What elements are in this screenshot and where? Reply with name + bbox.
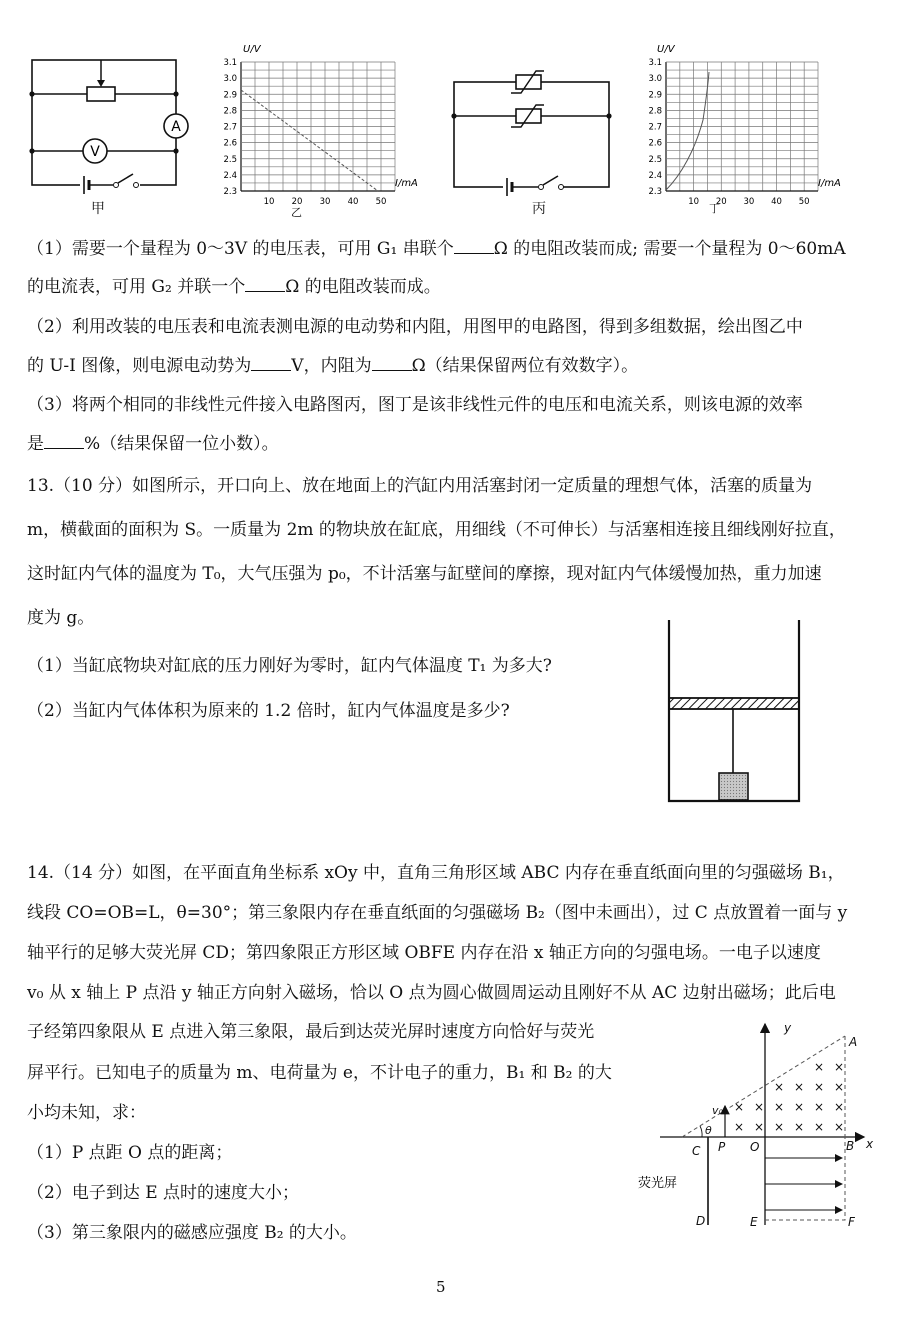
u-tick-label: 3.0 [223, 74, 237, 85]
answer-blank[interactable] [454, 237, 494, 254]
caption-bing: 丙 [532, 201, 546, 217]
page-number: 5 [436, 1278, 446, 1296]
i-tick-label: 20 [715, 197, 727, 207]
circuit-bing [448, 58, 618, 203]
u-tick-label: 2.8 [223, 106, 237, 117]
square-obfe [765, 1137, 845, 1220]
cross-mark: × [734, 1120, 745, 1134]
i-tick-label: 10 [263, 197, 275, 207]
cross-mark: × [774, 1120, 785, 1134]
i-tick-label: 10 [688, 197, 700, 207]
q12-part2-line2: 的 U-I 图像，则电源电动势为 V，内阻为 Ω（结果保留两位有效数字）。 [27, 356, 639, 376]
block [719, 773, 748, 800]
svg-text:B: B [846, 1139, 855, 1153]
q14-line4: v₀ 从 x 轴上 P 点沿 y 轴正方向射入磁场，恰以 O 点为圆心做圆周运动且刚好不从 AC 边射出磁场；此后电 [27, 983, 836, 1003]
svg-text:θ: θ [705, 1124, 712, 1137]
u-tick-label: 2.8 [648, 106, 662, 117]
svg-text:C: C [692, 1144, 701, 1158]
cylinder-figure [660, 618, 810, 810]
q14-line7: 小均未知，求： [27, 1103, 146, 1123]
q12-part3-line1: （3）将两个相同的非线性元件接入电路图丙，图丁是该非线性元件的电压和电流关系，则该电源的效率 [27, 395, 803, 415]
cross-mark: × [794, 1080, 805, 1094]
i-tick-label: 20 [291, 197, 303, 207]
q12-part1-line2: 的电流表，可用 G₂ 并联一个 Ω 的电阻改装而成。 [27, 277, 441, 297]
svg-text:E: E [750, 1215, 758, 1229]
theta-arc [700, 1126, 702, 1137]
answer-blank[interactable] [245, 275, 285, 292]
battery-switch [80, 174, 140, 194]
u-tick-label: 2.3 [648, 187, 662, 197]
q13-line1: 13.（10 分）如图所示，开口向上、放在地面上的汽缸内用活塞封闭一定质量的理想气体，活塞的质量为 [27, 476, 813, 496]
answer-blank[interactable] [44, 432, 84, 449]
q14-line2: 线段 CO=OB=L，θ=30°；第三象限内存在垂直纸面的匀强磁场 B₂（图中未画出），过 C 点放置着一面与 y [27, 903, 848, 923]
field-figure [632, 1020, 877, 1235]
nonlinear-element-1 [511, 71, 544, 93]
q13-line3: 这时缸内气体的温度为 T₀，大气压强为 p₀，不计活塞与缸壁间的摩擦，现对缸内气体缓慢加热，重力加速 [27, 564, 822, 584]
i-tick-label: 40 [347, 197, 359, 207]
i-tick-label: 30 [319, 197, 331, 207]
u-tick-label: 2.7 [648, 122, 662, 133]
u-tick-label: 2.9 [648, 90, 662, 101]
cross-mark: × [814, 1060, 825, 1074]
graph-yi [210, 40, 425, 225]
q13-line2: m，横截面的面积为 S。一质量为 2m 的物块放在缸底，用细线（不可伸长）与活塞相连接且细线刚好拉直， [27, 520, 846, 540]
q12-part1-line1: （1）需要一个量程为 0～3V 的电压表，可用 G₁ 串联个 Ω 的电阻改装而成; 需要一个量程为 0～60mA [27, 239, 846, 259]
cross-mark: × [754, 1120, 765, 1134]
u-tick-label: 2.5 [648, 154, 662, 165]
cross-mark: × [734, 1100, 745, 1114]
q14-sub2: （2）电子到达 E 点时的速度大小； [27, 1183, 300, 1203]
caption-ding: 丁 [709, 202, 720, 215]
i-tick-label: 30 [743, 197, 755, 207]
piston [669, 698, 799, 709]
u-tick-label: 2.4 [648, 170, 662, 181]
cross-mark: × [814, 1080, 825, 1094]
i-tick-label: 50 [798, 197, 810, 207]
graph-ding [633, 40, 848, 225]
q14-sub3: （3）第三象限内的磁感应强度 B₂ 的大小。 [27, 1223, 357, 1243]
svg-text:V: V [90, 144, 100, 160]
q14-line1: 14.（14 分）如图，在平面直角坐标系 xOy 中，直角三角形区域 ABC 内存在垂直纸面向里的匀强磁场 B₁， [27, 863, 845, 883]
cross-mark: × [754, 1100, 765, 1114]
q12-part2-line1: （2）利用改装的电压表和电流表测电源的电动势和内阻，用图甲的电路图，得到多组数据，绘出图乙中 [27, 317, 803, 337]
cross-mark: × [794, 1100, 805, 1114]
i-tick-label: 40 [771, 197, 782, 207]
cross-mark: × [794, 1120, 805, 1134]
q13-sub2: （2）当缸内气体体积为原来的 1.2 倍时，缸内气体温度是多少? [27, 701, 510, 721]
u-tick-label: 2.6 [223, 138, 237, 149]
svg-text:I/mA: I/mA [395, 178, 418, 189]
caption-yi: 乙 [291, 206, 302, 219]
cross-mark: × [834, 1060, 845, 1074]
svg-text:v₀: v₀ [712, 1104, 723, 1117]
nonlinear-element-2 [511, 105, 544, 127]
u-tick-label: 3.0 [648, 74, 662, 85]
q13-sub1: （1）当缸底物块对缸底的压力刚好为零时，缸内气体温度 T₁ 为多大? [27, 656, 552, 676]
magnetic-field-crosses [734, 1060, 844, 1134]
u-tick-label: 3.1 [223, 58, 237, 68]
u-tick-label: 2.5 [223, 154, 237, 165]
q14-sub1: （1）P 点距 O 点的距离； [27, 1143, 233, 1163]
svg-text:y: y [784, 1021, 792, 1035]
i-tick-label: 50 [375, 197, 387, 207]
cross-mark: × [834, 1100, 845, 1114]
element-curve [666, 72, 709, 190]
answer-blank[interactable] [251, 354, 291, 371]
u-tick-label: 2.7 [223, 122, 237, 133]
circuit-jia [25, 52, 190, 217]
voltmeter [83, 139, 107, 163]
q14-line5: 子经第四象限从 E 点进入第三象限，最后到达荧光屏时速度方向恰好与荧光 [27, 1022, 595, 1042]
ammeter [164, 114, 188, 138]
svg-text:荧光屏: 荧光屏 [638, 1176, 678, 1191]
svg-text:P: P [718, 1140, 726, 1154]
u-tick-label: 3.1 [648, 58, 662, 68]
q14-line6: 屏平行。已知电子的质量为 m、电荷量为 e，不计电子的重力，B₁ 和 B₂ 的大 [27, 1063, 612, 1083]
svg-text:F: F [848, 1215, 855, 1229]
q14-line3: 轴平行的足够大荧光屏 CD；第四象限正方形区域 OBFE 内存在沿 x 轴正方向的匀强电场。一电子以速度 [27, 943, 821, 963]
svg-text:U/V: U/V [243, 44, 261, 55]
svg-text:U/V: U/V [657, 44, 675, 55]
rheostat [87, 60, 115, 101]
svg-text:A: A [849, 1035, 858, 1049]
cross-mark: × [834, 1080, 845, 1094]
svg-text:A: A [171, 119, 181, 135]
svg-text:I/mA: I/mA [818, 178, 841, 189]
svg-text:O: O [750, 1140, 760, 1154]
ui-line [241, 90, 378, 191]
q12-part3-line2: 是 %（结果保留一位小数）。 [27, 434, 279, 454]
u-tick-label: 2.4 [223, 170, 237, 181]
cross-mark: × [774, 1100, 785, 1114]
cross-mark: × [834, 1120, 845, 1134]
battery-switch [503, 176, 564, 196]
electric-field-arrows [765, 1158, 842, 1210]
cross-mark: × [814, 1100, 825, 1114]
svg-text:x: x [866, 1137, 874, 1151]
svg-text:D: D [696, 1214, 706, 1228]
answer-blank[interactable] [372, 354, 412, 371]
u-tick-label: 2.6 [648, 138, 662, 149]
u-tick-label: 2.9 [223, 90, 237, 101]
caption-jia: 甲 [91, 201, 105, 217]
cross-mark: × [774, 1080, 785, 1094]
cross-mark: × [814, 1120, 825, 1134]
u-tick-label: 2.3 [223, 187, 237, 197]
q13-line4: 度为 g。 [27, 608, 95, 628]
